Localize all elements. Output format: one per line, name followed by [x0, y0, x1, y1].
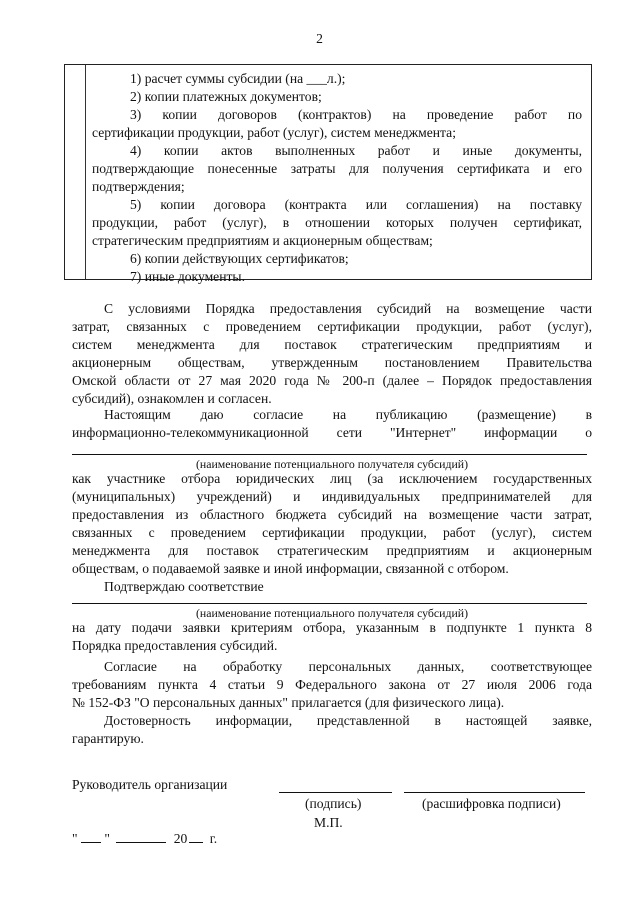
date-quote-open: ": [72, 831, 78, 846]
page-number: 2: [316, 31, 323, 46]
para1-line-1: С условиями Порядка предоставления субсидий на возмещение части: [104, 301, 592, 316]
para2-line-3: как участнике отбора юридических лиц (за исключением государственных: [72, 471, 592, 486]
list-item-4-cont: подтверждающие понесенные затраты для получения сертификата и его: [92, 161, 582, 176]
list-item-4-cont2: подтверждения;: [92, 179, 185, 194]
date-quote-close: ": [104, 831, 110, 846]
stamp-label: М.П.: [314, 815, 343, 830]
para4-line-3: № 152-ФЗ "О персональных данных" прилагается (для физического лица).: [72, 695, 505, 710]
list-item-5-cont: продукции, работ (услуг), в отношении которых получен сертификат,: [92, 215, 582, 230]
caption-recipient-2: (наименование потенциального получателя субсидий): [195, 606, 469, 620]
list-item-7: 7) иные документы.: [130, 269, 245, 284]
para3-line-1: на дату подачи заявки критериям отбора, указанным в подпункте 1 пункта 8: [72, 620, 592, 635]
date-year-field: [189, 828, 203, 843]
para2-line-2: информационно-телекоммуникационной сети "Интернет" информации о: [72, 425, 592, 440]
list-item-2: 2) копии платежных документов;: [130, 89, 322, 104]
caption-recipient-1: (наименование потенциального получателя субсидий): [195, 457, 469, 471]
decode-caption: (расшифровка подписи): [422, 796, 561, 811]
para2-line-4: (муниципальных) учреждений) и индивидуальных предпринимателей для: [72, 489, 592, 504]
para2-line-5: предоставления из областного бюджета субсидий на возмещение части затрат,: [72, 507, 592, 522]
list-item-6: 6) копии действующих сертификатов;: [130, 251, 349, 266]
list-item-4: 4) копии актов выполненных работ и иные документы,: [130, 143, 582, 158]
para3-line-2: Порядка предоставления субсидий.: [72, 638, 278, 653]
para1-line-6: субсидий), ознакомлен и согласен.: [72, 391, 272, 406]
list-item-1: 1) расчет суммы субсидии (на ___л.);: [130, 71, 346, 86]
para1-line-2: затрат, связанных с проведением сертификации продукции, работ (услуг),: [72, 319, 592, 334]
date-suffix: г.: [209, 831, 218, 846]
para4-line-2: требованиям пункта 4 статьи 9 Федерального закона от 27 июля 2006 года: [72, 677, 592, 692]
para5-line-1: Достоверность информации, представленной в настоящей заявке,: [104, 713, 592, 728]
para2-line-7: менеджмента для поставок стратегическим предприятиям и акционерным: [72, 543, 592, 558]
list-item-3-cont: сертификации продукции, работ (услуг), систем менеджмента;: [92, 125, 456, 140]
date-month-field: [116, 828, 166, 843]
box-gutter: [85, 65, 86, 279]
date-year: 20: [173, 831, 188, 846]
para1-line-4: акционерным обществам, утвержденным постановлением Правительства: [72, 355, 592, 370]
signature-decode-field: [404, 792, 585, 793]
date-day-field: [81, 828, 101, 843]
list-item-5-cont2: стратегическим предприятиям и акционерным обществам;: [92, 233, 433, 248]
para5-line-2: гарантирую.: [72, 731, 144, 746]
signature-caption: (подпись): [305, 796, 362, 811]
head-label: Руководитель организации: [72, 777, 228, 792]
para2-line-1: Настоящим даю согласие на публикацию (размещение) в: [104, 407, 592, 422]
para2-line-6: связанных с проведением сертификации продукции, работ (услуг), систем: [72, 525, 592, 540]
signature-field: [279, 792, 392, 793]
date-line: [72, 828, 217, 848]
para4-line-1: Согласие на обработку персональных данных, соответствующее: [104, 659, 592, 674]
para1-line-3: систем менеджмента для поставок стратегическим предприятиям и: [72, 337, 592, 352]
list-item-3: 3) копии договоров (контрактов) на проведение работ по: [130, 107, 582, 122]
list-item-5: 5) копии договора (контракта или соглашения) на поставку: [130, 197, 582, 212]
para1-line-5: Омской области от 27 мая 2020 года № 200-п (далее – Порядок предоставления: [72, 373, 592, 388]
confirm-line: Подтверждаю соответствие: [104, 579, 264, 594]
para2-line-8: обществам, о подаваемой заявке и иной информации, связанной с отбором.: [72, 561, 509, 576]
